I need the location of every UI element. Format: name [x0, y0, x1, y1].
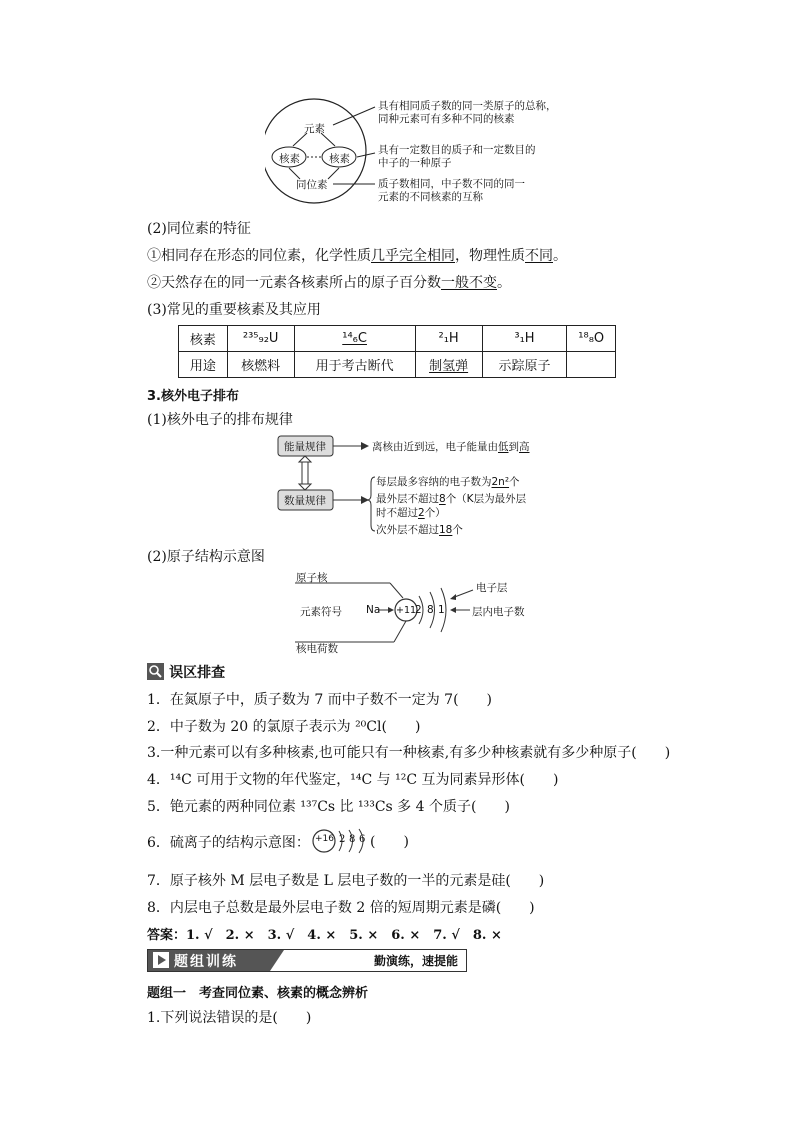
energy-low: 低 [498, 441, 509, 453]
error-item-6-paren: ( ) [370, 834, 409, 850]
error-item-6-text: 6．硫离子的结构示意图： [147, 835, 310, 851]
count1-text: 每层最多容纳的电子数为 [376, 476, 492, 488]
count-rule-line4 [376, 522, 463, 537]
count1-answer: 2n² [491, 476, 510, 488]
error-item-3: 3.一种元素可以有多种核素,也可能只有一种核素,有多少种核素就有多少种原子( ) [147, 745, 671, 761]
sulfide-shell-2: 8 [349, 834, 356, 845]
sulfide-ion-diagram [312, 828, 408, 854]
table-cell [567, 352, 616, 378]
diagram-isotope: 同位素 [296, 179, 328, 191]
diagram-note1-line1: 具有相同质子数的同一类原子的总称， [378, 100, 557, 112]
atom-nucleus-label: 原子核 [296, 572, 328, 584]
isotope-features-heading: (2)同位素的特征 [147, 221, 251, 237]
magnifier-icon [147, 663, 164, 680]
diagram-note3-line2: 元素的不同核素的互称 [378, 191, 483, 203]
error-item-4: 4．¹⁴C 可用于文物的年代鉴定，¹⁴C 与 ¹²C 互为同素异形体( ) [147, 772, 559, 788]
diagram-note3-line1: 质子数相同，中子数不同的同一 [378, 178, 525, 190]
count2-text: 最外层不超过 [376, 493, 439, 505]
diagram-nuclide-right: 核素 [329, 153, 350, 165]
atom-charge: +11 [396, 605, 417, 616]
table-row [179, 352, 616, 378]
error-item-1: 1．在氮原子中，质子数为 7 而中子数不一定为 7( ) [147, 692, 492, 708]
isotope-feature-2 [147, 272, 511, 292]
practice-banner [147, 949, 467, 972]
table-cell: ¹⁸₈O [567, 326, 616, 352]
count3-answer: 2 [418, 507, 425, 519]
count2-answer: 8 [439, 493, 446, 505]
count3-text: 时不超过 [376, 507, 418, 519]
count2-end: 个（K层为最外层 [445, 493, 527, 505]
error-item-5: 5．铯元素的两种同位素 ¹³⁷Cs 比 ¹³³Cs 多 4 个质子( ) [147, 799, 510, 815]
diagram-nuclide-left: 核素 [279, 153, 300, 165]
atom-electron-shell-label: 电子层 [476, 582, 508, 594]
energy-rule-box: 能量规律 [284, 441, 326, 453]
play-icon [153, 952, 169, 968]
feature1-text: ①相同存在形态的同位素，化学性质 [147, 248, 371, 264]
question-1: 1.下列说法错误的是( ) [147, 1010, 312, 1026]
feature2-answer: 一般不变 [441, 275, 497, 291]
sulfide-shell-1: 2 [339, 834, 346, 845]
energy-text: 离核由近到远，电子能量由 [372, 441, 498, 453]
table-cell: 制氢弹 [415, 352, 482, 378]
table-cell: 用于考古断代 [294, 352, 415, 378]
table-cell: 核素 [179, 326, 228, 352]
count4-answer: 18 [439, 524, 453, 536]
error-item-2: 2．中子数为 20 的氯原子表示为 ²⁰Cl( ) [147, 719, 421, 735]
error-check-header [147, 662, 225, 682]
feature1-answer-a: 几乎完全相同 [371, 248, 455, 264]
atom-symbol-label: 元素符号 [300, 606, 342, 618]
error-item-6 [147, 832, 310, 852]
table-cell: 用途 [179, 352, 228, 378]
table-cell: ²₁H [415, 326, 482, 352]
nuclide-table [178, 325, 616, 378]
atom-shell-2: 8 [427, 604, 434, 616]
feature2-end: 。 [497, 275, 511, 291]
sulfide-shell-3: 6 [359, 834, 366, 845]
atom-diagram-heading: (2)原子结构示意图 [147, 549, 265, 565]
table-cell: 核燃料 [227, 352, 294, 378]
diagram-note1-line2: 同种元素可有多种不同的核素 [378, 113, 515, 125]
count3-end: 个） [424, 507, 446, 519]
nuclide-table-heading: (3)常见的重要核素及其应用 [147, 302, 321, 318]
error-item-7: 7．原子核外 M 层电子数是 L 层电子数的一半的元素是硅( ) [147, 873, 545, 889]
energy-to: 到 [508, 441, 519, 453]
atom-shell-1: 2 [415, 604, 422, 616]
banner-slogan: 勤演练，速提能 [373, 954, 458, 968]
atom-charge-label: 核电荷数 [296, 643, 338, 655]
diagram-note2-line2: 中子的一种原子 [378, 157, 452, 169]
sulfide-charge: +16 [315, 834, 334, 844]
diagram-note2-line1: 具有一定数目的质子和一定数目的 [378, 144, 536, 156]
energy-rule-text [372, 439, 530, 454]
feature1-mid: ，物理性质 [455, 248, 525, 264]
isotope-feature-1 [147, 245, 567, 265]
table-cell: ³₁H [482, 326, 567, 352]
count-rule-line3 [376, 505, 446, 520]
count-rule-line2 [376, 491, 526, 506]
diagram-element: 元素 [304, 123, 325, 135]
error-check-title: 误区排查 [169, 665, 226, 681]
answer-key: 答案：1. √ 2. × 3. √ 4. × 5. × 6. × 7. √ 8. × [147, 928, 502, 943]
count1-end: 个 [509, 476, 520, 488]
table-cell: ¹⁴₆C [294, 326, 415, 352]
atom-inner-electrons-label: 层内电子数 [472, 606, 525, 618]
error-item-8: 8．内层电子总数是最外层电子数 2 倍的短周期元素是磷( ) [147, 900, 535, 916]
count4-end: 个 [452, 524, 463, 536]
feature2-text: ②天然存在的同一元素各核素所占的原子百分数 [147, 275, 441, 291]
banner-slant [270, 950, 284, 971]
table-cell: ²³⁵₉₂U [227, 326, 294, 352]
count4-text: 次外层不超过 [376, 524, 439, 536]
banner-label-block [148, 950, 270, 971]
table-cell: 示踪原子 [482, 352, 567, 378]
atom-shell-3: 1 [438, 604, 445, 616]
energy-high: 高 [519, 441, 530, 453]
count-rule-box: 数量规律 [284, 495, 326, 507]
feature1-answer-b: 不同 [525, 248, 553, 264]
atom-symbol: Na [366, 604, 381, 616]
table-row [179, 326, 616, 352]
group1-title: 题组一 考查同位素、核素的概念辨析 [147, 986, 369, 1001]
count-rule-line1 [376, 474, 520, 489]
banner-title: 题组训练 [174, 954, 238, 970]
section-title-electron: 3.核外电子排布 [147, 389, 239, 404]
electron-rules-heading: (1)核外电子的排布规律 [147, 412, 293, 428]
feature1-end: 。 [553, 248, 567, 264]
